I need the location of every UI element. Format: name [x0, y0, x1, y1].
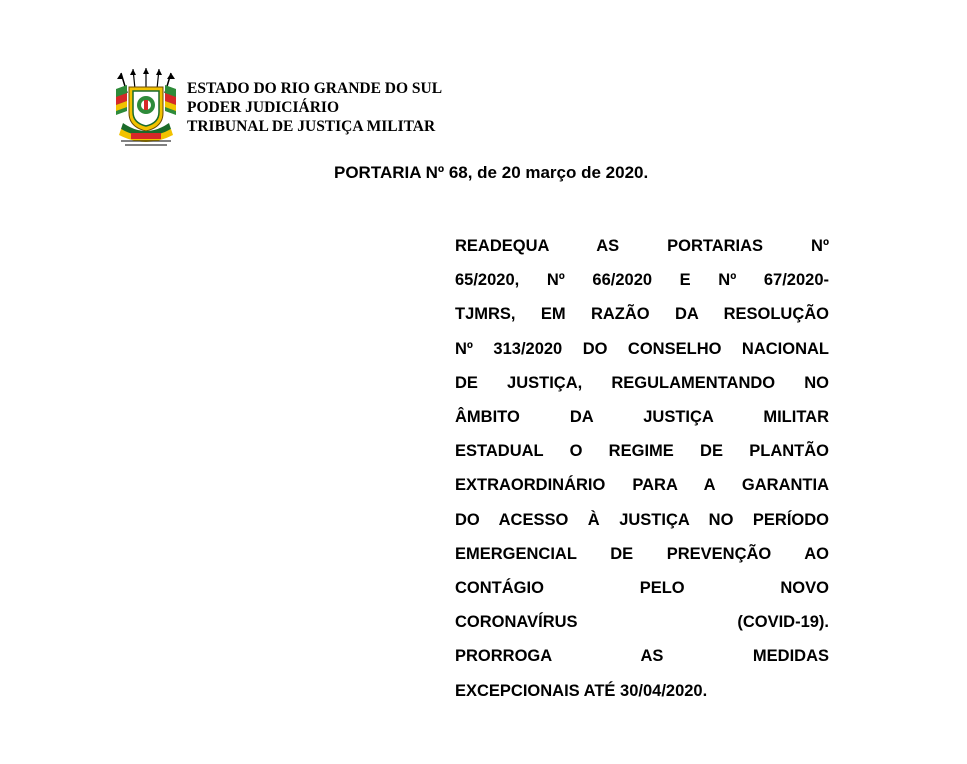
- ementa-line: EMERGENCIAL DE PREVENÇÃO AO: [455, 544, 829, 563]
- ementa-line: CORONAVÍRUS (COVID-19).: [455, 613, 829, 632]
- ementa-line: DE JUSTIÇA, REGULAMENTANDO NO: [455, 373, 829, 392]
- header-state-name: ESTADO DO RIO GRANDE DO SUL: [187, 80, 443, 97]
- coat-of-arms-icon: [113, 67, 179, 149]
- ementa-line: EXCEPCIONAIS ATÉ 30/04/2020.: [455, 681, 708, 700]
- ementa-line: READEQUA AS PORTARIAS Nº: [455, 237, 829, 255]
- ementa-line: TJMRS, EM RAZÃO DA RESOLUÇÃO: [455, 305, 829, 324]
- header-judicial-power: PODER JUDICIÁRIO: [187, 99, 339, 116]
- ementa-line: PRORROGA AS MEDIDAS: [455, 647, 829, 666]
- ementa-line: Nº 313/2020 DO CONSELHO NACIONAL: [455, 339, 829, 358]
- letterhead: [187, 79, 442, 136]
- ementa-line: EXTRAORDINÁRIO PARA A GARANTIA: [455, 476, 829, 495]
- ementa-line: ÂMBITO DA JUSTIÇA MILITAR: [455, 408, 829, 427]
- header-court-name: TRIBUNAL DE JUSTIÇA MILITAR: [187, 118, 436, 135]
- ementa-line: CONTÁGIO PELO NOVO: [455, 579, 829, 598]
- document-title: PORTARIA Nº 68, de 20 março de 2020.: [334, 163, 649, 182]
- ementa-line: 65/2020, Nº 66/2020 E Nº 67/2020-: [455, 271, 829, 290]
- ementa-line: DO ACESSO À JUSTIÇA NO PERÍODO: [455, 510, 829, 529]
- ementa-line: ESTADUAL O REGIME DE PLANTÃO: [455, 442, 829, 461]
- ementa: [455, 229, 829, 708]
